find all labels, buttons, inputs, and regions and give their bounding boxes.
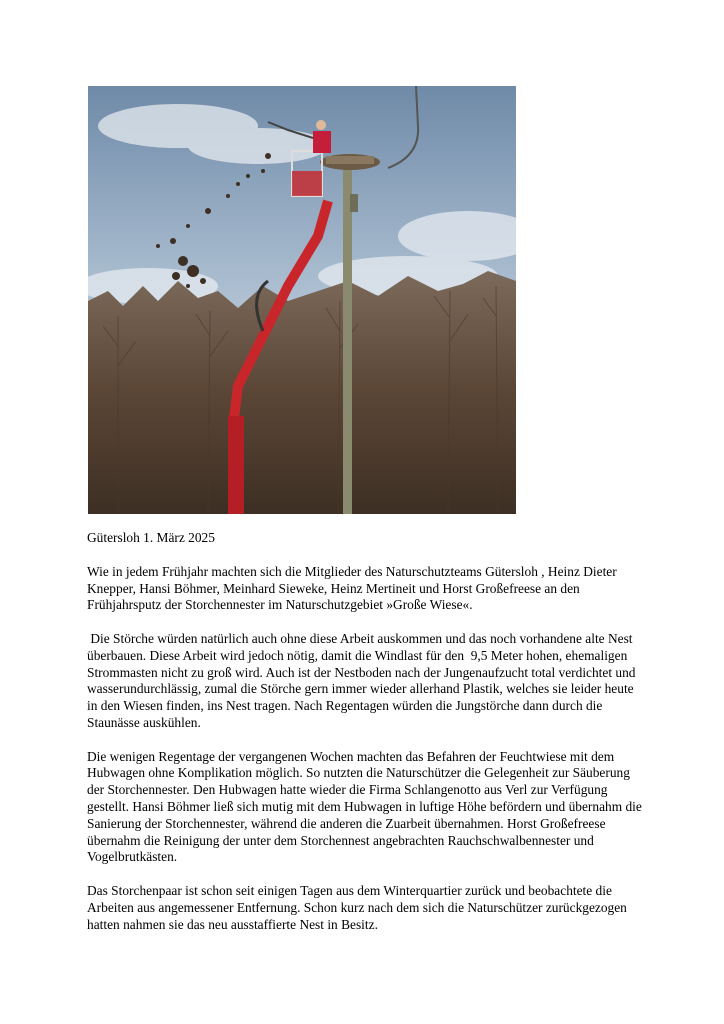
dateline: Gütersloh 1. März 2025 <box>87 530 215 545</box>
utility-pole <box>343 166 352 514</box>
article-photo <box>88 86 516 514</box>
paragraph: Das Storchenpaar ist schon seit einigen Tagen aus dem Winterquartier zurück und beobachtete die Arbeiten aus angemessener Entfernung. Schon kurz nach dem sich die Naturschützer zurückgezogen hatten nahmen sie das neu ausstaffierte Nest in Besitz. <box>87 882 627 932</box>
pole-box <box>350 194 358 212</box>
article-text <box>87 530 647 950</box>
paragraph: Die Störche würden natürlich auch ohne diese Arbeit auskommen und das noch vorhandene alte Nest überbauen. Diese Arbeit wird jedoch nötig, damit die Windlast für den 9,5 Meter hohen, ehemaligen Strommasten nicht zu groß wird. Auch ist der Nestboden nach der Jungenaufzucht total verdichtet und wasserundurchlässig, zumal die Störche gern immer wieder allerhand Plastik, welches sie leider heute in den Wiesen finden, ins Nest tragen. Nach Regentagen würden die Jungstörche dann durch die Staunässe auskühlen. <box>87 630 639 730</box>
paragraph: Wie in jedem Frühjahr machten sich die Mitglieder des Naturschutzteams Gütersloh , Heinz Dieter Knepper, Hansi Böhmer, Meinhard Sieweke, Heinz Mertineit und Horst Großefreese an den Frühjahrsputz der Storchennester im Naturschutzgebiet »Große Wiese«. <box>87 563 617 613</box>
tree-line <box>88 271 516 514</box>
photo-illustration <box>88 86 516 514</box>
paragraph: Die wenigen Regentage der vergangenen Wochen machten das Befahren der Feuchtwiese mit dem Hubwagen ohne Komplikation möglich. So nutzten die Naturschützer die Gelegenheit zur Säuberung der Storchennester. Den Hubwagen hatte wieder die Firma Schlangenotto aus Verl zur Verfügung gestellt. Hansi Böhmer ließ sich mutig mit dem Hubwagen in luftige Höhe befördern und übernahm die Sanierung der Storchennester, während die anderen die Zuarbeit übernahmen. Horst Großefreese übernahm die Reinigung der unter dem Storchennest angebrachten Rauchschwalbennester und Vogelbrutkästen. <box>87 748 642 865</box>
